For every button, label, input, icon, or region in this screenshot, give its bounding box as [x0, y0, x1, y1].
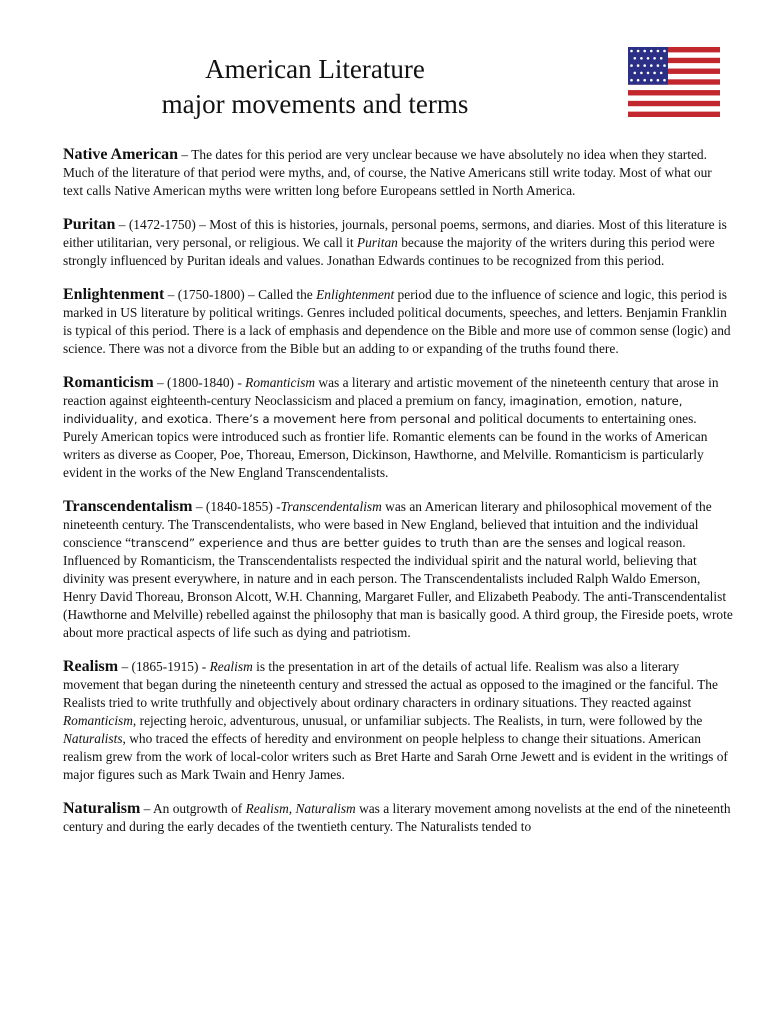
term-realism: Realism — [63, 658, 119, 675]
flag-star — [650, 79, 653, 82]
flag-star — [660, 57, 663, 60]
romanticism-dates: – (1800-1840) - — [153, 375, 246, 390]
entry-native-american — [63, 146, 733, 200]
flag-star — [643, 79, 646, 82]
enlightenment-em-1: Enlightenment — [316, 287, 395, 302]
naturalism-em-1: Realism, Naturalism — [245, 801, 356, 816]
flag-star — [663, 50, 666, 53]
enlightenment-dates: – (1750-1800) – — [164, 287, 259, 302]
flag-star — [647, 72, 650, 75]
naturalism-text-1: An outgrowth of — [152, 801, 246, 816]
flag-star — [630, 50, 633, 53]
document-body — [63, 146, 733, 852]
flag-star — [650, 64, 653, 67]
flag-star — [634, 72, 637, 75]
american-flag-icon — [628, 47, 720, 117]
romanticism-text-1: was a literary and artistic movement of the nineteenth century that arose in reaction against eighteenth-century Neoclassicism and placed a premium on fancy, — [63, 375, 719, 408]
enlightenment-text-2: period due to the influence of science and logic, this period is marked in US literature by political writings. Genres included political documents, speeches, and letters. Benjamin Franklin is typical of this period. There is a lack of emphasis and dependence on the Bible and more use of common sense (logic) and science. There was not a divorce from the Bible but an adding to or expanding of the truths found there. — [63, 287, 731, 356]
naturalism-text-2: was a literary movement among novelists at the end of the nineteenth century and during the early decades of the twentieth century. The Naturalists tended to — [63, 801, 731, 834]
entry-romanticism — [63, 374, 733, 482]
flag-star — [657, 64, 660, 67]
puritan-em-1: Puritan — [356, 235, 398, 250]
flag-star — [657, 79, 660, 82]
flag-star — [630, 64, 633, 67]
term-romanticism: Romanticism — [63, 374, 154, 391]
transcendentalism-dates: – (1840-1855) - — [192, 499, 281, 514]
flag-stripe — [628, 85, 720, 91]
romanticism-em-1: Romanticism — [245, 375, 316, 390]
flag-stripe — [628, 106, 720, 112]
transcendentalism-hand-text: transcend” experience and thus are better guides to truth than are the — [131, 536, 544, 550]
realism-em-2: Romanticism — [63, 713, 133, 728]
title-line-2: major movements and terms — [161, 89, 469, 119]
flag-stripe — [628, 112, 720, 117]
flag-star — [647, 57, 650, 60]
realism-text-2: , rejecting heroic, adventurous, unusual, or unfamiliar subjects. The Realists, in turn, were followed by the — [132, 713, 703, 728]
entry-puritan — [63, 216, 733, 270]
realism-text-3: , who traced the effects of heredity and environment on people helpless to change their situations. American realism grew from the work of local-color writers such as Bret Harte and Sarah Orne Jewett and is evident in the writings of major figures such as Mark Twain and Henry James. — [63, 731, 728, 782]
entry-realism — [63, 658, 733, 784]
flag-star — [653, 57, 656, 60]
flag-star — [630, 79, 633, 82]
flag-star — [640, 72, 643, 75]
native-american-text: – The dates for this period are very unclear because we have absolutely no idea when they started. Much of the literature of that period were myths, and, of course, the Native Americans still write today. Most of what our text calls Native American myths were written long before Europeans settled in North America. — [63, 147, 712, 198]
flag-star — [643, 64, 646, 67]
term-transcendentalism: Transcendentalism — [63, 498, 193, 515]
flag-star — [650, 50, 653, 53]
flag-stripe — [628, 95, 720, 101]
flag-star — [637, 50, 640, 53]
transcendentalism-em-1: Transcendentalism — [280, 499, 382, 514]
flag-stripe — [628, 101, 720, 107]
realism-em-1: Realism — [209, 659, 253, 674]
title-line-1: American Literature — [205, 54, 425, 84]
romanticism-text-2: political documents to entertaining ones. Purely American topics were introduced such as frontier life. Romantic elements can be found in the works of American writers as diverse as Cooper, Poe, Thoreau, Emerson, Dickinson, Hawthorne, and Melville. Romanticism is particularly evident in the works of the New England Transcendentalists. — [63, 411, 708, 480]
term-puritan: Puritan — [63, 216, 116, 233]
flag-star — [657, 50, 660, 53]
puritan-dates: – (1472-1750) – — [115, 217, 210, 232]
realism-dates: – (1865-1915) - — [118, 659, 210, 674]
flag-star — [634, 57, 637, 60]
flag-star — [643, 50, 646, 53]
realism-em-3: Naturalists — [63, 731, 123, 746]
term-naturalism: Naturalism — [63, 800, 141, 817]
puritan-text-1: Most of this is histories, journals, personal poems, sermons, and diaries. Most of this literature is either utilitarian, very personal, or religious. We call it — [63, 217, 727, 250]
term-native-american: Native American — [63, 146, 179, 163]
flag-star — [660, 72, 663, 75]
flag-star — [637, 64, 640, 67]
flag-canton — [628, 47, 668, 85]
entry-enlightenment — [63, 286, 733, 358]
realism-text-1: is the presentation in art of the details of actual life. Realism was also a literary movement that began during the nineteenth century and stressed the actual as opposed to the imagined or the fanciful. The Realists tried to write truthfully and objectively about ordinary characters in ordinary situations. They reacted against — [63, 659, 718, 710]
flag-star — [640, 57, 643, 60]
flag-star — [663, 64, 666, 67]
flag-star — [663, 79, 666, 82]
naturalism-dash: – — [140, 801, 153, 816]
flag-star — [653, 72, 656, 75]
romanticism-hand-text: imagination, emotion, nature, individuality, and exotica. There’s a movement here from personal and — [63, 394, 683, 426]
page-title — [130, 52, 500, 122]
flag-stripe — [628, 90, 720, 96]
puritan-text-2: because the majority of the writers during this period were strongly influenced by Puritan ideals and values. Jonathan Edwards continues to be recognized from this period. — [63, 235, 715, 268]
term-enlightenment: Enlightenment — [63, 286, 165, 303]
entry-naturalism — [63, 800, 733, 836]
entry-transcendentalism — [63, 498, 733, 642]
flag-star — [637, 79, 640, 82]
enlightenment-text-1: Called the — [258, 287, 317, 302]
transcendentalism-text-2: senses and logical reason. Influenced by Romanticism, the Transcendentalists respected the individual spirit and the natural world, believing that divinity was present everywhere, in nature and in each person. The Transcendentalists included Ralph Waldo Emerson, Henry David Thoreau, Bronson Alcott, W.H. Channing, Margaret Fuller, and Elizabeth Peabody. The anti-Transcendentalist (Hawthorne and Melville) rebelled against the philosophy that man is basically good. A third group, the Fireside poets, wrote about more practical aspects of life such as dying and patriotism. — [63, 535, 733, 640]
transcendentalism-text-1: was an American literary and philosophical movement of the nineteenth century. The Transcendentalists, who were based in New England, believed that intuition and the individual conscience “ — [63, 499, 712, 550]
